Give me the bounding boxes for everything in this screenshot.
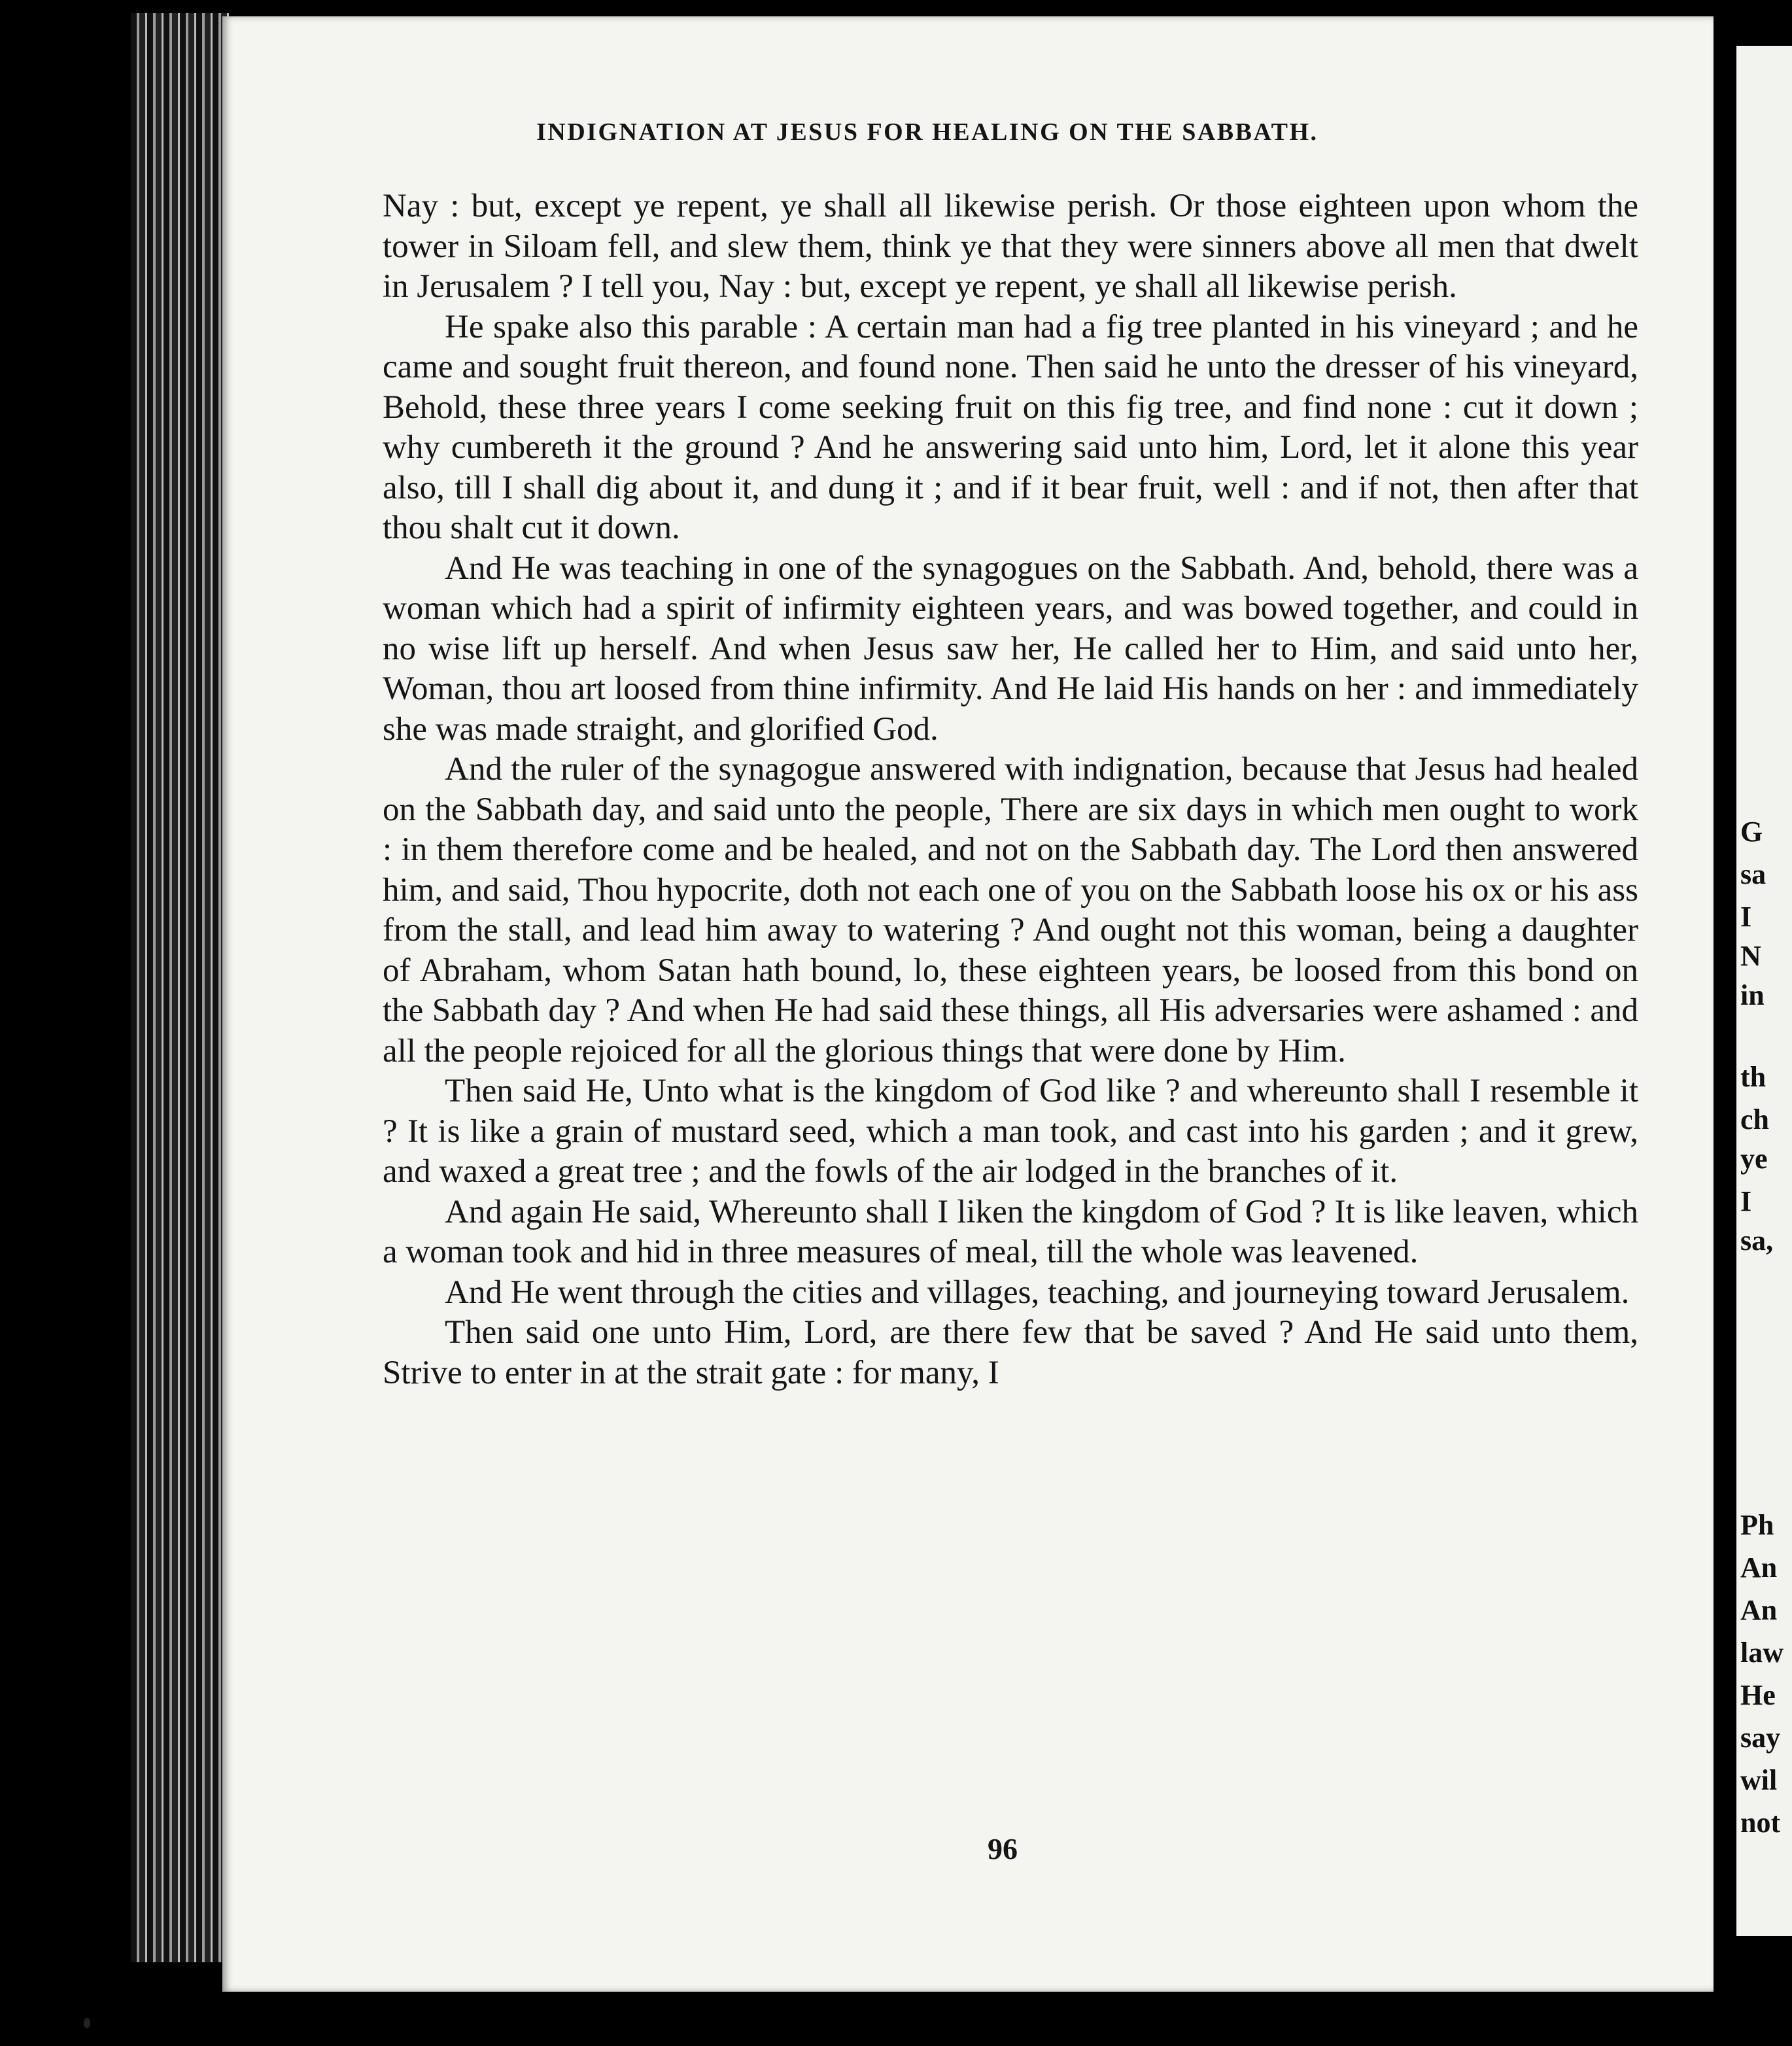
paragraph: And again He said, Whereunto shall I liken the kingdom of God ? It is like leaven, which a woman took and hid in three measures of meal, till the whole was leavened. [383, 1193, 1638, 1270]
adjacent-page-fragment: An [1740, 1594, 1778, 1626]
adjacent-page-fragment: sa, [1740, 1224, 1774, 1257]
adjacent-page-fragment: sa [1740, 858, 1766, 890]
adjacent-page-fragment: say [1740, 1722, 1781, 1754]
adjacent-page-fragment: He [1740, 1679, 1776, 1711]
running-header: INDIGNATION AT JESUS FOR HEALING ON THE SABBATH. [536, 118, 1318, 146]
paragraph: And the ruler of the synagogue answered with indignation, because that Jesus had healed on the Sabbath day, and said unto the people, There are six days in which men ought to work : in them therefore come and be healed, and not on the Sabbath day. The Lord then answered him, and said, Thou hypocrite, doth not each one of you on the Sabbath loose his ox or his ass from the stall, and lead him away to watering ? And ought not this woman, being a daughter of Abraham, whom Satan hath bound, lo, these eighteen years, be loosed from this bond on the Sabbath day ? And when He had said these things, all His adversaries were ashamed : and all the people rejoiced for all the glorious things that were done by Him. [383, 751, 1638, 1069]
adjacent-page-fragment: An [1740, 1552, 1778, 1584]
page-number: 96 [988, 1832, 1018, 1865]
paragraph: Nay : but, except ye repent, ye shall all likewise perish. Or those eighteen upon whom the tower in Siloam fell, and slew them, think ye that they were sinners above all men that dwelt in Jerusalem ? I tell you, Nay : but, except ye repent, ye shall all likewise perish. [383, 188, 1638, 305]
paragraph: He spake also this parable : A certain man had a fig tree planted in his vineyard ; and he came and sought fruit thereon, and found none. Then said he unto the dresser of his vineyard, Behold, these three years I come seeking fruit on this fig tree, and find none : cut it down ; why cumbereth it the ground ? And he answering said unto him, Lord, let it alone this year also, till I shall dig about it, and dung it ; and if it bear fruit, well : and if not, then after that thou shalt cut it down. [383, 308, 1638, 546]
adjacent-page-fragment: wil [1740, 1764, 1778, 1796]
adjacent-page-strip [1736, 46, 1792, 1936]
adjacent-page-fragment: law [1740, 1637, 1783, 1669]
adjacent-page-fragment: ye [1740, 1143, 1768, 1175]
adjacent-page-fragment: in [1740, 979, 1765, 1011]
paragraph: And He was teaching in one of the synagogues on the Sabbath. And, behold, there was a woman which had a spirit of infirmity eighteen years, and was bowed together, and could in no wise lift up herself. And when Jesus saw her, He called her to Him, and said unto her, Woman, thou art loosed from thine infirmity. And He laid His hands on her : and immediately she was made straight, and glorified God. [383, 549, 1638, 748]
scan-speck [84, 2018, 90, 2028]
adjacent-page-fragment: I [1740, 1185, 1752, 1217]
adjacent-page-fragment: ch [1740, 1103, 1769, 1136]
paragraph: Then said He, Unto what is the kingdom of God like ? and whereunto shall I resemble it ? It is like a grain of mustard seed, which a man took, and cast into his garden ; and it grew, and waxed a great tree ; and the fowls of the air lodged in the branches of it. [383, 1073, 1638, 1190]
adjacent-page-fragment: Ph [1740, 1509, 1774, 1541]
paragraph: Then said one unto Him, Lord, are there few that be saved ? And He said unto them, Strive to enter in at the strait gate : for many, I [383, 1314, 1638, 1391]
adjacent-page-fragment: N [1740, 940, 1761, 972]
adjacent-page-fragment: G [1740, 816, 1763, 848]
adjacent-page-fragment: th [1740, 1061, 1766, 1093]
adjacent-page-fragment: I [1740, 901, 1752, 933]
book-page-edges [131, 13, 229, 1962]
body-text [383, 186, 1638, 1393]
paragraph: And He went through the cities and villages, teaching, and journeying toward Jerusalem. [445, 1274, 1630, 1311]
adjacent-page-fragment: not [1740, 1807, 1781, 1839]
